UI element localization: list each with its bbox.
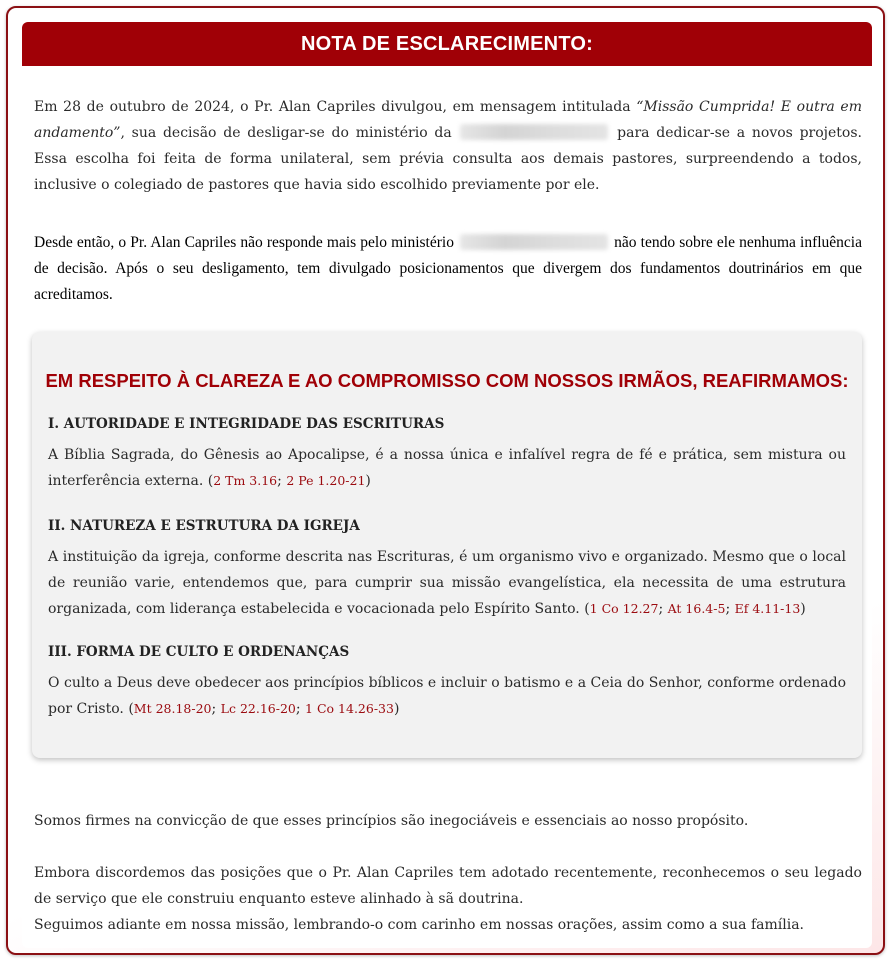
closing-paragraph-1: Somos firmes na convicção de que esses princípios são inegociáveis e essenciais ao nosso propósito. bbox=[34, 813, 749, 829]
bible-reference-link[interactable]: Mt 28.18-20 bbox=[133, 701, 212, 716]
section-body bbox=[48, 670, 846, 722]
separator: ; bbox=[277, 473, 287, 489]
closing-line: Seguimos adiante em nossa missão, lembrando-o com carinho em nossas orações, assim como a sua família. bbox=[34, 917, 805, 933]
paren: ) bbox=[800, 601, 806, 617]
intro-paragraph-2 bbox=[34, 230, 862, 308]
paren: ( bbox=[128, 701, 134, 717]
paren: ( bbox=[207, 473, 214, 489]
intro-text: não tendo sobre ele nenhuma influência de decisão. Após o seu desligamento, tem divulgado posicionamentos que divergem dos fundamentos doutrinários em que acreditamos. bbox=[34, 234, 862, 303]
bible-reference-link[interactable]: Lc 22.16-20 bbox=[220, 701, 296, 716]
intro-text: Em 28 de outubro de 2024, o Pr. Alan Capriles divulgou, em mensagem intitulada bbox=[34, 99, 637, 115]
bible-reference-link[interactable]: At 16.4-5 bbox=[667, 601, 726, 616]
section-title: II. NATUREZA E ESTRUTURA DA IGREJA bbox=[48, 518, 360, 534]
bible-reference-link[interactable]: 2 Pe 1.20-21 bbox=[286, 473, 366, 488]
redacted-church-name bbox=[460, 124, 608, 140]
section-body bbox=[48, 544, 846, 622]
paren: ) bbox=[365, 473, 371, 489]
message-title-quote: “Missão Cumprida! E outra em andamento” bbox=[34, 99, 862, 141]
section-title: III. FORMA DE CULTO E ORDENANÇAS bbox=[48, 644, 350, 660]
bible-reference-link[interactable]: 2 Tm 3.16 bbox=[213, 473, 278, 488]
page-title: NOTA DE ESCLARECIMENTO: bbox=[300, 32, 593, 55]
separator: ; bbox=[211, 701, 221, 717]
paren: ( bbox=[584, 601, 590, 617]
intro-text: para dedicar-se a novos projetos. Essa escolha foi feita de forma unilateral, sem prévia consulta aos demais pastores, surpreendendo a todos, inclusive o colegiado de pastores que havia sido escolhido previamente por ele. bbox=[34, 125, 862, 193]
intro-text: Desde então, o Pr. Alan Capriles não responde mais pelo ministério bbox=[34, 234, 459, 251]
intro-paragraph-1 bbox=[34, 94, 862, 198]
section-text: O culto a Deus deve obedecer aos princípios bíblicos e incluir o batismo e a Ceia do Senhor, conforme ordenado por Cristo. bbox=[48, 675, 846, 717]
header-banner bbox=[22, 22, 872, 66]
redacted-church-name bbox=[460, 234, 608, 250]
paren: ) bbox=[393, 701, 400, 717]
separator: ; bbox=[725, 601, 735, 617]
bible-reference-link[interactable]: 1 Co 14.26-33 bbox=[305, 701, 394, 716]
separator: ; bbox=[295, 701, 306, 717]
section-text: A Bíblia Sagrada, do Gênesis ao Apocalipse, é a nossa única e infalível regra de fé e prática, sem mistura ou interferência externa. bbox=[48, 447, 846, 489]
affirmations-card bbox=[32, 332, 862, 758]
notice-content bbox=[22, 22, 872, 948]
notice-frame bbox=[6, 6, 885, 955]
bible-reference-link[interactable]: 1 Co 12.27 bbox=[589, 601, 659, 616]
closing-paragraph-2 bbox=[34, 860, 862, 938]
closing-line: Embora discordemos das posições que o Pr. Alan Capriles tem adotado recentemente, reconhecemos o seu legado de serviço que ele construiu enquanto esteve alinhado à sã doutrina. bbox=[34, 865, 862, 907]
section-text: A instituição da igreja, conforme descrita nas Escrituras, é um organismo vivo e organizado. Mesmo que o local de reunião varie, entendemos que, para cumprir sua missão evangelística, ela necessita de uma estrutura organizada, com liderança estabelecida e vocacionada pelo Espírito Santo. bbox=[48, 549, 846, 617]
intro-text: , sua decisão de desligar-se do ministério da bbox=[120, 125, 459, 141]
section-body bbox=[48, 442, 846, 494]
separator: ; bbox=[658, 601, 668, 617]
section-title: I. AUTORIDADE E INTEGRIDADE DAS ESCRITURAS bbox=[48, 416, 445, 432]
card-title: EM RESPEITO À CLAREZA E AO COMPROMISSO COM NOSSOS IRMÃOS, REAFIRMAMOS: bbox=[45, 370, 849, 391]
bible-reference-link[interactable]: Ef 4.11-13 bbox=[734, 601, 801, 616]
